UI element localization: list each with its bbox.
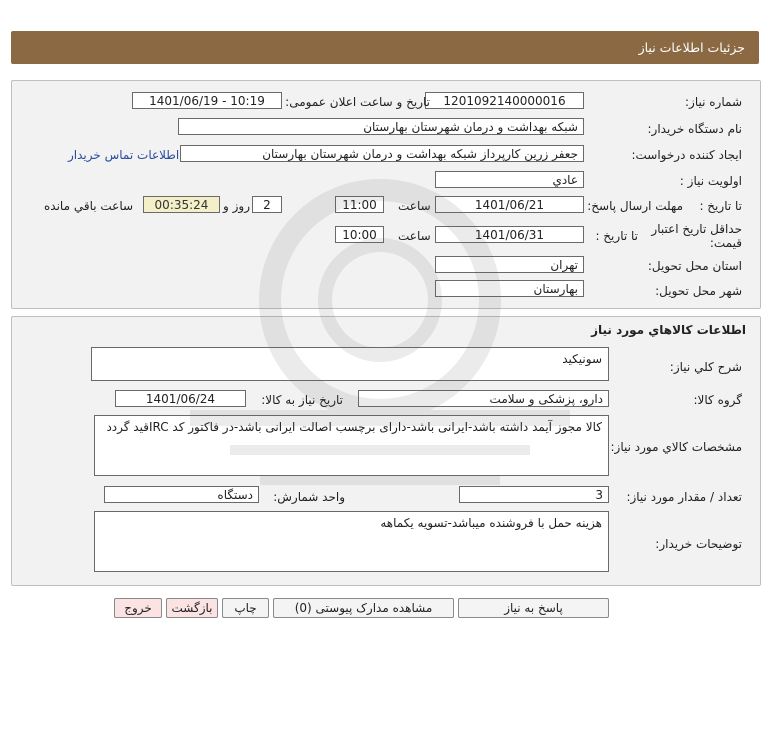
unit-label: واحد شمارش: [273, 490, 345, 504]
announce-label: تاریخ و ساعت اعلان عمومی: [285, 95, 430, 109]
unit-field: دستگاه [104, 486, 259, 503]
buyer-org-field: شبکه بهداشت و درمان شهرستان بهارستان [178, 118, 584, 135]
page-title: جزئیات اطلاعات نیاز [638, 40, 745, 55]
validity-to-date-label: تا تاریخ : [595, 229, 638, 243]
remaining-label: ساعت باقي مانده [44, 199, 134, 213]
specs-field: کالا مجوز آیمد داشته باشد-ایرانی باشد-دارای برچسب اصالت ایرانی باشد-در فاکتور کد IRCقید گردد [94, 415, 609, 476]
validity-label-line2: قیمت: [709, 236, 742, 250]
buyer-notes-label: توضیحات خریدار: [655, 537, 742, 551]
reply-button[interactable]: پاسخ به نياز [458, 598, 609, 618]
priority-label: اولویت نیاز : [679, 174, 742, 188]
remaining-time-field: 00:35:24 [143, 196, 220, 213]
need-number-field: 1201092140000016 [425, 92, 584, 109]
validity-label-line1: حداقل تاریخ اعتبار [651, 222, 742, 236]
qty-label: تعداد / مقدار مورد نیاز: [626, 490, 742, 504]
city-label: شهر محل تحویل: [655, 284, 742, 298]
goods-group-label: گروه کالا: [693, 393, 742, 407]
specs-label: مشخصات کالاي مورد نياز: [610, 440, 742, 454]
city-field: بهارستان [435, 280, 584, 297]
goods-group-field: دارو، پزشکی و سلامت [358, 390, 609, 407]
validity-date-field: 1401/06/31 [435, 226, 584, 243]
days-suffix-label: روز و [223, 199, 250, 213]
need-info-panel [11, 80, 761, 309]
back-button[interactable]: بازگشت [166, 598, 218, 618]
buyer-contact-link[interactable]: اطلاعات تماس خریدار [68, 148, 180, 162]
general-desc-field: سونیکید [91, 347, 609, 381]
deadline-time-field: 11:00 [335, 196, 384, 213]
creator-label: ایجاد کننده درخواست: [631, 148, 742, 162]
general-desc-label: شرح کلي نياز: [669, 360, 742, 374]
need-date-label: تاریخ نیاز به کالا: [261, 393, 343, 407]
validity-time-label: ساعت [398, 229, 431, 243]
announce-datetime-field: 1401/06/19 - 10:19 [132, 92, 282, 109]
remaining-days-field: 2 [252, 196, 282, 213]
view-attachments-button[interactable]: مشاهده مدارک پیوستی (0) [273, 598, 454, 618]
priority-field: عادي [435, 171, 584, 188]
province-label: استان محل تحویل: [647, 259, 742, 273]
need-number-label: شماره نیاز: [685, 95, 742, 109]
buyer-notes-field: هزینه حمل با فروشنده میباشد-تسویه یکماهه [94, 511, 609, 572]
page-title-bar [11, 31, 759, 64]
buyer-org-label: نام دستگاه خریدار: [647, 122, 742, 136]
creator-field: جعفر زرین کارپرداز شبکه بهداشت و درمان شهرستان بهارستان [180, 145, 584, 162]
deadline-time-label: ساعت [398, 199, 431, 213]
qty-field: 3 [459, 486, 609, 503]
deadline-date-field: 1401/06/21 [435, 196, 584, 213]
print-button[interactable]: چاپ [222, 598, 269, 618]
province-field: تهران [435, 256, 584, 273]
goods-section-title: اطلاعات كالاهاي مورد نياز [591, 323, 746, 337]
deadline-to-date-label: تا تاریخ : [699, 199, 742, 213]
exit-button[interactable]: خروج [114, 598, 162, 618]
validity-time-field: 10:00 [335, 226, 384, 243]
deadline-label: مهلت ارسال پاسخ: [587, 199, 683, 213]
need-date-field: 1401/06/24 [115, 390, 246, 407]
